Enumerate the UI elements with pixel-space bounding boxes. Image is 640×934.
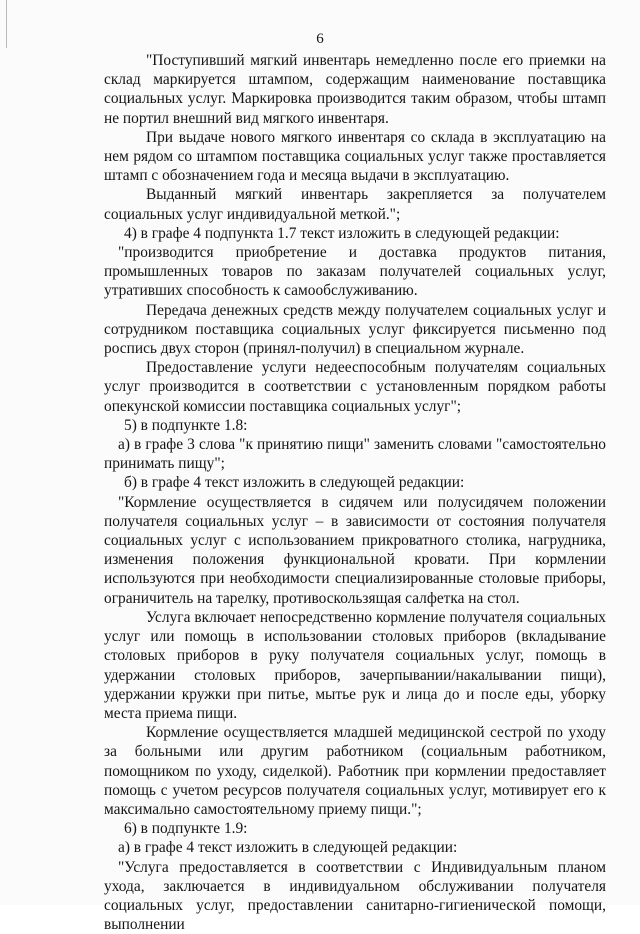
- paragraph-9: а) в графе 3 слова "к принятию пищи" заменить словами "самостоятельно принимать пищу";: [104, 436, 606, 473]
- paragraph-1: "Поступивший мягкий инвентарь немедленно после его приемки на склад маркируется штампом, содержащим наименование поставщика социальных услуг. Маркировка производится таким образом, чтобы штамп не портил внешний вид мягкого инвентаря.: [104, 52, 606, 127]
- paragraph-3: Выданный мягкий инвентарь закрепляется за получателем социальных услуг индивидуальной меткой.";: [104, 186, 606, 223]
- paragraph-14: 6) в подпункте 1.9:: [124, 820, 248, 838]
- paragraph-15: а) в графе 4 текст изложить в следующей редакции:: [118, 839, 458, 857]
- paragraph-4: 4) в графе 4 подпункта 1.7 текст изложить в следующей редакции:: [124, 224, 560, 242]
- paragraph-2: При выдаче нового мягкого инвентаря со склада в эксплуатацию на нем рядом со штампом поставщика социальных услуг также проставляется штамп с обозначением года и месяца выдачи в эксплуатацию.: [104, 128, 606, 185]
- paragraph-6: Передача денежных средств между получателем социальных услуг и сотрудником поставщика социальных услуг фиксируется письменно под роспись двух сторон (принял-получил) в специальном журнале.: [104, 301, 606, 358]
- paragraph-13: Кормление осуществляется младшей медицинской сестрой по уходу за больными или другим работником (социальным работником, помощником по уходу, сиделкой). Работник при кормлении предоставляет помощь с учетом ресурсов получателя социальных услуг, мотивирует его к максимально самостоятельному приему пищи.";: [104, 724, 606, 818]
- paragraph-7: Предоставление услуги недееспособным получателям социальных услуг производится в соответствии с установленным порядком работы опекунской комиссии поставщика социальных услуг";: [104, 359, 606, 415]
- paragraph-16: "Услуга предоставляется в соответствии с Индивидуальным планом ухода, заключается в индивидуальном обслуживании получателя социальных услуг, предоставлении санитарно-гигиенической помощи, выполнении: [104, 858, 606, 934]
- document-body: [104, 51, 606, 934]
- paragraph-11: "Кормление осуществляется в сидячем или полусидячем положении получателя социальных услуг – в зависимости от состояния получателя социальных услуг с использованием прикроватного столика, нагрудника, изменения положения функциональной кровати. При кормлении используются при необходимости специализированные столовые приборы, ограничитель на тарелку, противоскользящая салфетка на стол.: [104, 493, 606, 607]
- page-number: 6: [316, 31, 324, 47]
- paragraph-12: Услуга включает непосредственно кормление получателя социальных услуг или помощь в использовании столовых приборов (вкладывание столовых приборов в руку получателя социальных услуг, помощь в удержании столовых приборов, зачерпывании/накалывании пищи), удержании кружки при питье, мытье рук и лица до и после еды, уборку места приема пищи.: [104, 608, 606, 722]
- paragraph-8: 5) в подпункте 1.8:: [124, 416, 248, 434]
- paragraph-10: б) в графе 4 текст изложить в следующей редакции:: [124, 474, 465, 492]
- paragraph-5: "производится приобретение и доставка продуктов питания, промышленных товаров по заказам получателей социальных услуг, утративших способность к самообслуживанию.: [104, 244, 606, 300]
